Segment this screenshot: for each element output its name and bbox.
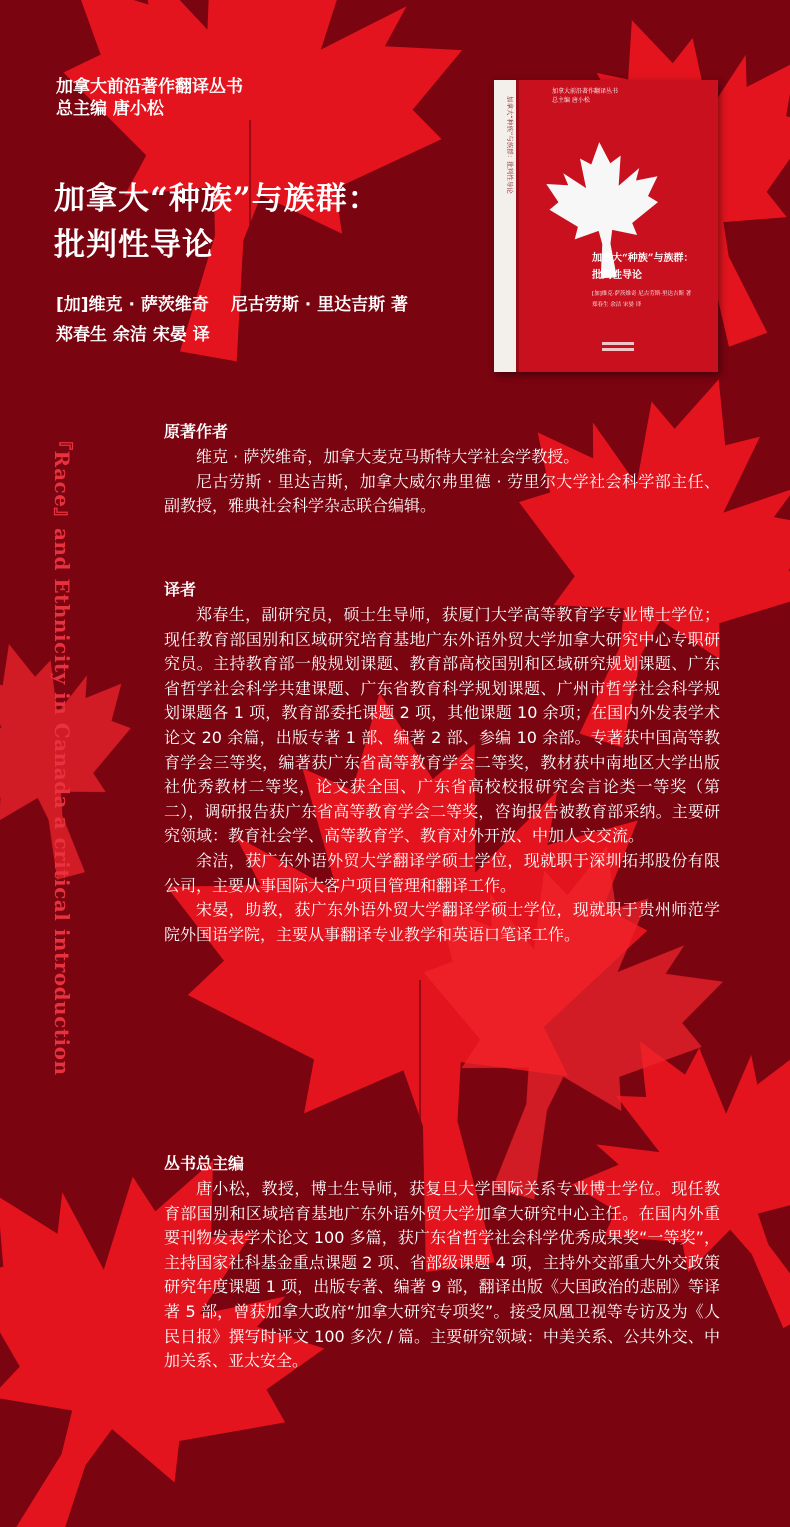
series-editor-para: 唐小松，教授，博士生导师，获复旦大学国际关系专业博士学位。现任教育部国别和区域培育基地广东外语外贸大学加拿大研究中心主任。在国内外重要刊物发表学术论文 100 多篇，获广东省哲学社会科学优秀成果奖“一等奖”，主持国家社科基金重点课题 2 项、省部级课题 4 项，主持外交部重大外交政策研究年度课题 1 项，出版专著、编著 9 部，翻译出版《大国政治的悲剧》等译著 5 部，曾获加拿大政府“加拿大研究专项奖”。接受凤凰卫视等专访及为《人民日报》撰写时评文 100 多次 / 篇。主要研究领域：中美关系、公共外交、中加关系、亚太安全。 [164,1179,720,1371]
original-author-para: 尼古劳斯 · 里达吉斯，加拿大威尔弗里德 · 劳里尔大学社会科学部主任、副教授，雅典社会科学杂志联合编辑。 [164,471,720,516]
translators-section [164,578,720,947]
english-title: 『Race』and Ethnicity in Canada [50,430,74,810]
english-subtitle: a critical introduction [50,816,74,1076]
original-author-para: 维克 · 萨茨维奇，加拿大麦克马斯特大学社会学教授。 [196,447,580,466]
publisher-logo [602,342,634,345]
author-2: 尼古劳斯 · 里达吉斯 著 [230,295,409,315]
translator-para: 郑春生，副研究员，硕士生导师，获厦门大学高等教育学专业博士学位；现任教育部国别和区域研究培育基地广东外语外贸大学加拿大研究中心专职研究员。主持教育部一般规划课题、教育部高校国别和区域研究规划课题、广东省哲学社会科学共建课题、广东省教育科学规划课题、广州市哲学社会科学规划课题各 1 项，教育部委托课题 2 项，其他课题 10 余项；在国内外发表学术论文 20 余篇，出版专著 1 部、编著 2 部、参编 10 余部。专著获中国高等教育学会三等奖，编著获广东省高等教育学会二等奖，教材获中南地区大学出版社优秀教材二等奖，论文获全国、广东省高校校报研究会言论类一等奖（第二），调研报告获广东省高等教育学会二等奖，咨询报告被教育部采纳。主要研究领域：教育社会学、高等教育学、教育对外开放、中加人文交流。 [164,605,720,846]
series-name: 加拿大前沿著作翻译丛书 [56,77,243,97]
book-credits [56,290,408,350]
original-author-section [164,420,720,519]
original-author-heading: 原著作者 [164,422,229,441]
cover-spine-text: 加拿大“种族”与族群：批判性导论 [506,96,514,194]
book-title-line1: 加拿大“种族”与族群： [54,181,380,217]
authors-line [56,290,408,320]
book-title [54,176,380,268]
translator-para: 宋晏，助教，获广东外语外贸大学翻译学硕士学位，现就职于贵州师范学院外国语学院，主要从事翻译专业教学和英语口笔译工作。 [164,900,720,944]
cover-title-1: 加拿大“种族”与族群： [592,253,694,264]
series-info [56,76,243,120]
cover-series-text: 加拿大前沿著作翻译丛书 [552,88,619,95]
series-editor: 总主编 唐小松 [56,99,164,119]
translators-heading: 译者 [164,580,197,599]
series-editor-section [164,1152,720,1374]
cover-authors: [加]维克·萨茨维奇 尼古劳斯·里达吉斯 著 [592,291,692,297]
series-editor-heading: 丛书总主编 [164,1154,245,1173]
translator-para: 余洁，获广东外语外贸大学翻译学硕士学位，现就职于深圳拓邦股份有限公司，主要从事国际大客户项目管理和翻译工作。 [164,850,720,895]
cover-title-2: 批判性导论 [592,270,642,281]
book-title-line2: 批判性导论 [54,227,214,263]
translators-line: 郑春生 余洁 宋晏 译 [56,325,210,345]
english-title-vertical [48,430,76,1076]
cover-translators: 郑春生 余洁 宋晏 译 [592,302,642,308]
book-cover-image [494,80,718,372]
cover-editor-text: 总主编 唐小松 [552,97,590,104]
author-1: [加]维克 · 萨茨维奇 [56,295,209,315]
